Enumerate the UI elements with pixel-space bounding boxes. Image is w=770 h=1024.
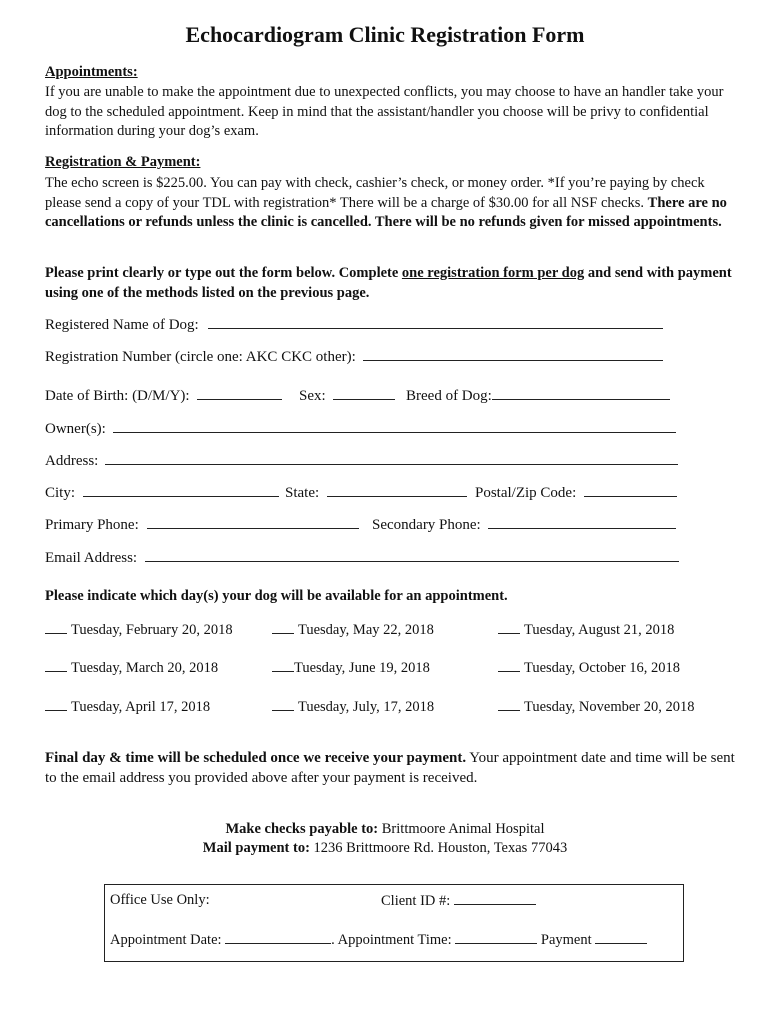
date-label: Tuesday, February 20, 2018 (71, 622, 233, 638)
appt-date-field[interactable] (225, 931, 331, 944)
email-row (45, 549, 679, 567)
refund-policy: There are no cancellations or refunds unless the clinic is cancelled. There will be no refunds given for missed appointments. (45, 194, 727, 230)
secondary-phone-label: Secondary Phone: (372, 517, 481, 533)
checkbox-blank[interactable] (45, 621, 67, 634)
mail-payment (0, 840, 770, 857)
availability-heading: Please indicate which day(s) your dog will be available for an appointment. (45, 588, 508, 604)
dog-name-field[interactable] (208, 316, 663, 329)
primary-phone-label: Primary Phone: (45, 517, 139, 533)
appt-time-label: . Appointment Time: (331, 932, 452, 948)
dob-label: Date of Birth: (D/M/Y): (45, 388, 190, 404)
city-label: City: (45, 485, 76, 501)
breed-row (406, 387, 670, 405)
final-note-bold: Final day & time will be scheduled once we receive your payment. (45, 750, 467, 766)
breed-label: Breed of Dog: (406, 388, 492, 404)
appt-date-label: Appointment Date: (110, 932, 222, 948)
address-field[interactable] (105, 452, 678, 465)
email-label: Email Address: (45, 550, 138, 566)
owner-row (45, 420, 676, 438)
registration-text (45, 174, 735, 233)
checks-payable-label: Make checks payable to: (225, 821, 379, 837)
owner-label: Owner(s): (45, 421, 106, 437)
date-option[interactable] (498, 621, 674, 639)
checks-payable (0, 821, 770, 838)
reg-number-row (45, 348, 663, 366)
checkbox-blank[interactable] (272, 659, 294, 672)
primary-phone-field[interactable] (147, 516, 359, 529)
city-field[interactable] (83, 484, 279, 497)
appointments-text: If you are unable to make the appointment due to unexpected conflicts, you may choose to have an handler take your dog to the scheduled appointment. Keep in mind that the assistant/handler you choose will be privy to confidential information during your dog’s exam. (45, 84, 724, 139)
secondary-phone-row (372, 516, 676, 534)
appointment-row (110, 931, 647, 949)
checkbox-blank[interactable] (272, 698, 294, 711)
sex-row (299, 387, 395, 405)
appt-time-field[interactable] (455, 931, 537, 944)
payment-label: Payment (540, 932, 592, 948)
address-label: Address: (45, 453, 99, 469)
date-option[interactable] (272, 621, 434, 639)
office-use-label: Office Use Only: (110, 892, 210, 908)
mail-payment-label: Mail payment to: (202, 840, 310, 856)
zip-label: Postal/Zip Code: (475, 485, 577, 501)
checkbox-blank[interactable] (498, 698, 520, 711)
date-label: Tuesday, May 22, 2018 (298, 622, 434, 638)
date-label: Tuesday, July, 17, 2018 (298, 699, 435, 715)
sex-field[interactable] (333, 387, 395, 400)
checkbox-blank[interactable] (45, 659, 67, 672)
state-label: State: (285, 485, 320, 501)
date-label: Tuesday, April 17, 2018 (71, 699, 211, 715)
checkbox-blank[interactable] (45, 698, 67, 711)
dob-field[interactable] (197, 387, 282, 400)
instructions-part2: and send with payment using one of the methods listed on the previous page. (45, 265, 732, 301)
sex-label: Sex: (299, 388, 326, 404)
checkbox-blank[interactable] (498, 621, 520, 634)
city-row (45, 484, 279, 502)
reg-number-field[interactable] (363, 348, 663, 361)
mail-payment-value: 1236 Brittmoore Rd. Houston, Texas 77043 (309, 840, 568, 856)
state-field[interactable] (327, 484, 467, 497)
date-label: Tuesday, November 20, 2018 (524, 699, 695, 715)
zip-row (475, 484, 677, 502)
client-id-field[interactable] (454, 892, 536, 905)
email-field[interactable] (145, 549, 679, 562)
checks-payable-value: Brittmoore Animal Hospital (378, 821, 545, 837)
date-option[interactable] (498, 698, 695, 716)
state-row (285, 484, 467, 502)
date-option[interactable] (45, 659, 218, 677)
dog-name-row (45, 316, 663, 334)
page-title: Echocardiogram Clinic Registration Form (185, 22, 585, 47)
reg-number-label: Registration Number (circle one: AKC CKC other): (45, 349, 356, 365)
checkbox-blank[interactable] (498, 659, 520, 672)
date-option[interactable] (45, 698, 210, 716)
primary-phone-row (45, 516, 359, 534)
date-label: Tuesday, June 19, 2018 (294, 660, 430, 676)
secondary-phone-field[interactable] (488, 516, 676, 529)
final-note (45, 749, 735, 788)
client-id-label: Client ID #: (381, 893, 451, 909)
registration-body: The echo screen is $225.00. You can pay with check, cashier’s check, or money order. *If you’re paying by check please send a copy of your TDL with registration* There will be a charge of $30.00 for all NSF checks. (45, 175, 705, 211)
date-label: Tuesday, March 20, 2018 (71, 660, 219, 676)
checkbox-blank[interactable] (272, 621, 294, 634)
dob-row (45, 387, 282, 405)
dog-name-label: Registered Name of Dog: (45, 317, 199, 333)
date-option[interactable] (272, 659, 430, 677)
zip-field[interactable] (584, 484, 677, 497)
payment-field[interactable] (595, 931, 647, 944)
owner-field[interactable] (113, 420, 676, 433)
date-option[interactable] (272, 698, 434, 716)
date-label: Tuesday, October 16, 2018 (524, 660, 680, 676)
office-use-box (104, 884, 684, 962)
breed-field[interactable] (492, 387, 670, 400)
appointments-heading: Appointments: (45, 64, 138, 80)
date-label: Tuesday, August 21, 2018 (524, 622, 675, 638)
address-row (45, 452, 678, 470)
date-option[interactable] (498, 659, 680, 677)
one-form-per-dog: one registration form per dog (401, 265, 585, 281)
registration-heading: Registration & Payment: (45, 154, 201, 170)
final-note-text: Your appointment date and time will be sent to the email address you provided above after your payment is received. (45, 750, 735, 786)
client-id-row (381, 892, 536, 910)
date-option[interactable] (45, 621, 233, 639)
instructions (45, 264, 735, 303)
instructions-part1: Please print clearly or type out the form below. Complete (45, 265, 402, 281)
